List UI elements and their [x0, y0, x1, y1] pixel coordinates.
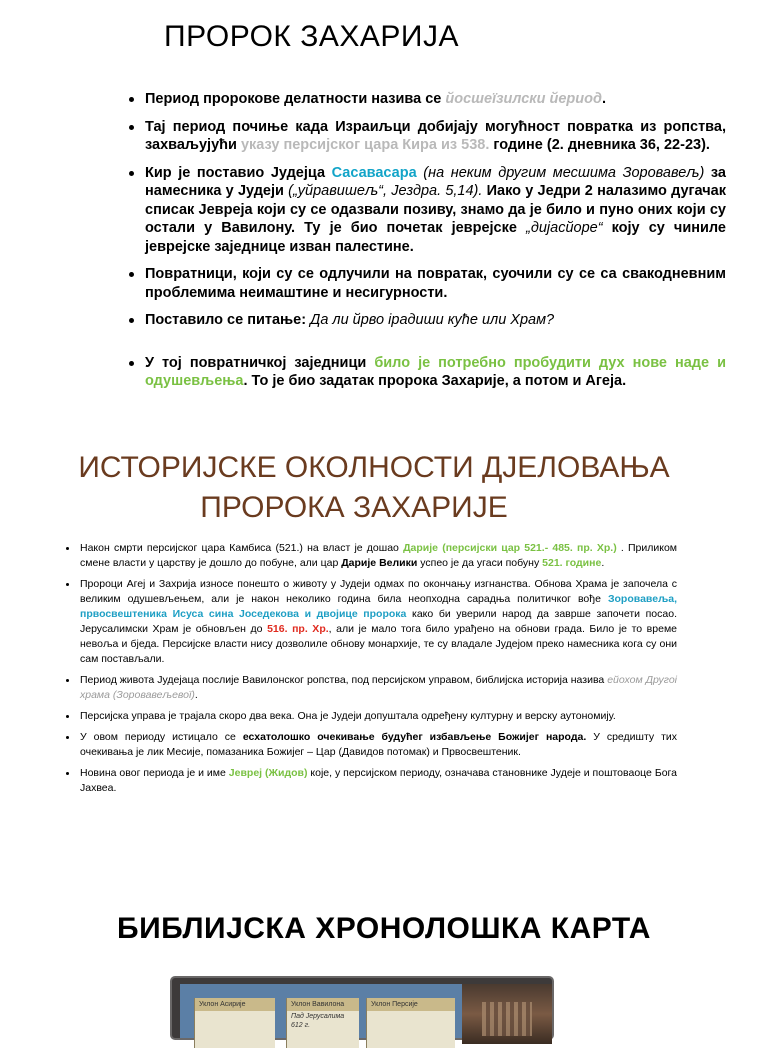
section-title-historical: ИСТОРИЈСКЕ ОКОЛНОСТИ ДЈЕЛОВАЊА ПРОРОКА ЗАХАРИЈЕ	[78, 451, 670, 524]
list-item: Након смрти персијског цара Камбиса (521.) на власт је дошао Дарије (персијски цар 521.- 485. пр. Хр.) . Приликом смене власти у царству је дошло до побуне, али цар Дарије Велики успео је да угаси побуну 521. године.	[60, 541, 677, 571]
chronology-chart-image	[172, 978, 552, 1038]
list-item: Пророци Агеј и Захрија износе понешто о животу у Јудеји одмах по окончању изгнанства. Обнова Храма је започела с великим одушевљењем, али је након неколико година била неопходна сарадња политичког вође Зоровавеља, првосвештеника Исуса сина Јоседекова и двојице пророка како би уверили народ да заврше започети посао. Јерусалимски Храм је обновљен до 516. пр. Хр., али је мало тога било урађено на обнови града. Било је то време невоља и бједа. Персијске власти нису дозволиле обнову монархије, те су владале Јудејом преко намесника кога су они сам постављали.	[60, 577, 677, 667]
section-title-chart: БИБЛИЈСКА ХРОНОЛОШКА КАРТА	[117, 912, 651, 945]
list-item: Период живота Јудејаца послије Вавилонског ропства, под персијском управом, библијска историја назива ейохом Другоі храма (Зоровавељевої).	[60, 673, 677, 703]
list-item: У тој повратничкој заједници било је потребно пробудити дух нове наде и одушевљења. То је био задатак пророка Захарије, а потом и Агеја.	[118, 354, 726, 391]
list-item: Повратници, који су се одлучили на повратак, суочили су се са свакодневним проблемима неимаштине и несигурности.	[118, 265, 726, 302]
list-item: Кир је поставио Јудејца Сасавасара (на неким другим месшима Зоровавељ) за намесника у Јудеји („уйравишељ“, Јездра. 5,14). Иако у Једри 2 налазимо дугачак списак Јевреја који су се одазвали позиву, знамо да је било и пуно оних који су остали у Вавилону. Ту је био почетак јеврејске „дијасйоре“ коју су чиниле јеврејске заједнице изван палестине.	[118, 164, 726, 257]
page-title: ПРОРОК ЗАХАРИЈА	[164, 20, 459, 53]
ruins-photo	[462, 984, 552, 1044]
list-item: Тај период почиње када Израиљци добијају могућност повратка из ропства, захваљујући указу персијског цара Кира из 538. године (2. дневника 36, 22-23).	[118, 118, 726, 155]
chart-background	[180, 984, 552, 1038]
list-item: Персијска управа је трајала скоро два века. Она је Јудеји допуштала одређену културну и верску аутономију.	[60, 709, 677, 724]
list-item: У овом периоду истицало се есхатолошко очекивање будућег избављење Божијег народа. У средишту тих очекивања је лик Месије, помазаника Божијег – Цар (Давидов потомак) и Првосвештеник.	[60, 730, 677, 760]
list-item: Поставило се питање: Да ли йрво ірадиши куће или Храм?	[118, 311, 726, 330]
chart-column-babylon: Уклон Вавилона Пад Јерусалима 612 г.	[286, 998, 359, 1048]
prophet-facts-list	[118, 90, 726, 400]
historical-facts-list	[60, 541, 677, 802]
list-item: Новина овог периода је и име Јевреј (Жидов) које, у персијском периоду, означава становнике Јудеје и поштоваоце Бога Јахвеа.	[60, 766, 677, 796]
list-item: Период пророкове делатности назива се йосшеїзилски йериод.	[118, 90, 726, 109]
chart-column-assyria: Уклон Асирије	[194, 998, 275, 1048]
chart-column-persia: Уклон Персије	[366, 998, 455, 1048]
